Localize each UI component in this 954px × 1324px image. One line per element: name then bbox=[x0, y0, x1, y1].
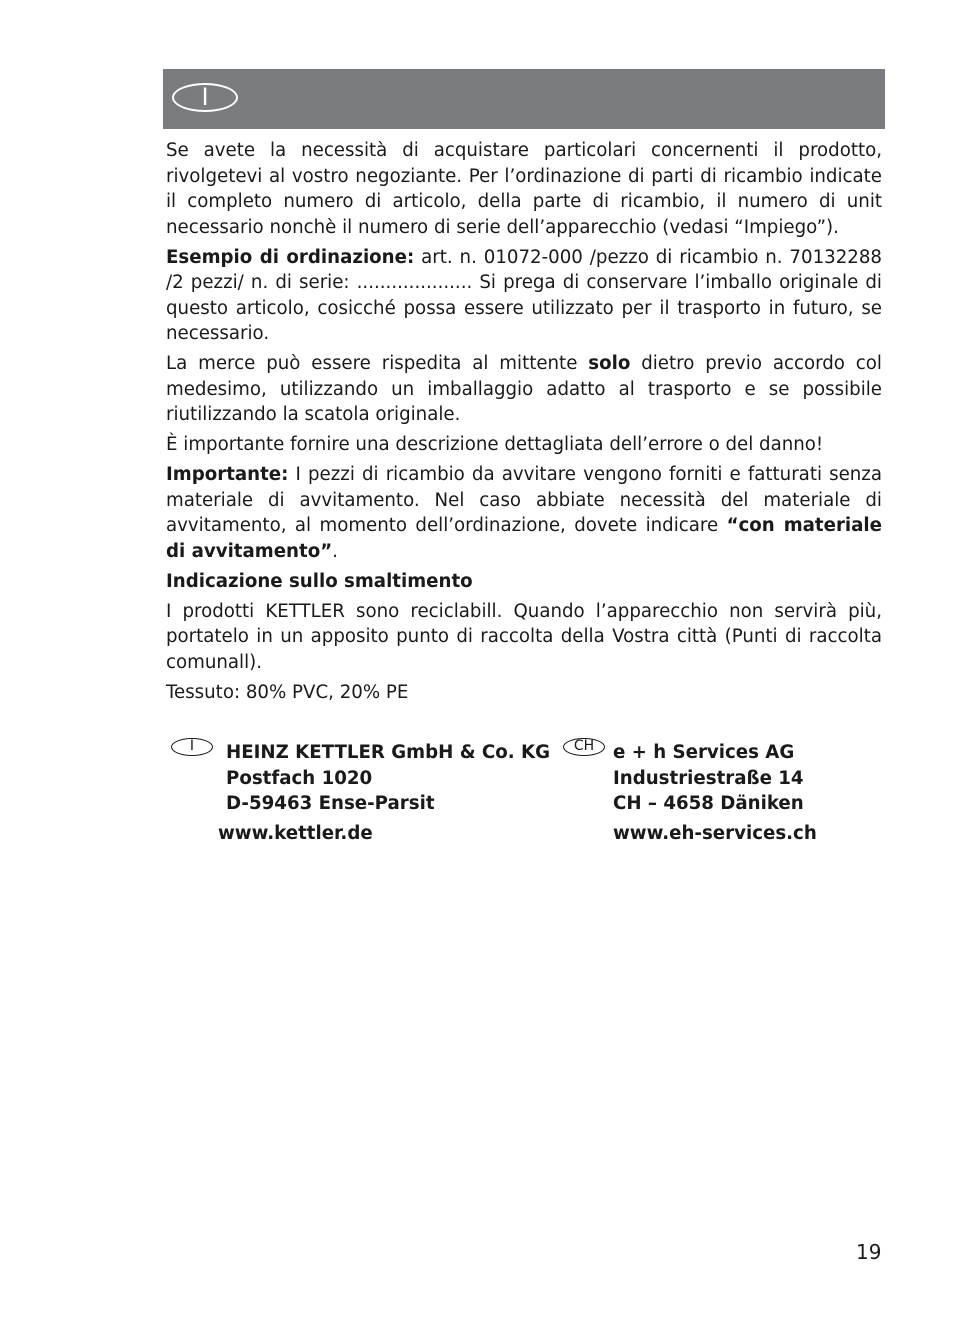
paragraph-fabric: Tessuto: 80% PVC, 20% PE bbox=[166, 681, 409, 703]
paragraph-description-note: È importante fornire una descrizione dettagliata dell’errore o del danno! bbox=[166, 434, 824, 455]
disposal-heading-text: Indicazione sullo smaltimento bbox=[166, 570, 473, 592]
address-eh-services bbox=[613, 740, 804, 817]
disposal-heading bbox=[166, 569, 882, 595]
website-eh-services[interactable]: www.eh-services.ch bbox=[613, 823, 817, 844]
order-example-text: art. n. 01072-000 /pezzo di ricambio n. 70132288 /2 pezzi/ n. di serie: .................... Si prega di conservare l’imballo originale di questo articolo, cosicché possa essere utilizzato per il trasporto in futuro, se necessario. bbox=[166, 246, 883, 344]
important-bold-phrase: “con materiale di avvitamento” bbox=[166, 515, 882, 562]
paragraph-ordering-info: Se avete la necessità di acquistare particolari concernenti il prodotto, rivolgetevi al vostro negoziante. Per l’ordinazione di parti di ricambio indicate il completo numero di articolo, della parte di ricambio, il numero di unit necessario nonchè il numero di serie dell’apparecchio (vedasi “Impiego”). bbox=[166, 140, 882, 238]
order-example-label: Esempio di ordinazione: bbox=[166, 246, 415, 268]
return-bold-word: solo bbox=[588, 353, 631, 374]
important-label: Importante: bbox=[166, 464, 289, 485]
paragraph-return bbox=[166, 351, 882, 428]
country-badge-i: I bbox=[171, 738, 213, 756]
address-eh-city: CH – 4658 Däniken bbox=[613, 793, 804, 814]
address-kettler-company: HEINZ KETTLER GmbH & Co. KG bbox=[226, 742, 551, 763]
return-text-end: dietro previo accordo col medesimo, utilizzando un imballaggio adatto al trasporto e se possibile riutilizzando la scatola originale. bbox=[166, 353, 882, 425]
website-kettler[interactable]: www.kettler.de bbox=[218, 823, 373, 844]
address-eh-company: e + h Services AG bbox=[613, 742, 795, 763]
paragraph-disposal: I prodotti KETTLER sono reciclabill. Quando l’apparecchio non servirà più, portatelo in un apposito punto di raccolta della Vostra città (Punti di raccolta comunall). bbox=[166, 600, 882, 673]
important-text: I pezzi di ricambio da avvitare vengono forniti e fatturati senza materiale di avvitamento. Nel caso abbiate necessità del materiale di avvitamento, al momento dell’ordinazione, dovete indicare bbox=[166, 464, 882, 536]
address-kettler-postbox: Postfach 1020 bbox=[226, 767, 373, 789]
address-eh-street: Industriestraße 14 bbox=[613, 767, 804, 789]
country-badge-ch: CH bbox=[563, 738, 605, 756]
return-text-start: La merce può essere rispedita al mittente bbox=[166, 353, 589, 374]
paragraph-important bbox=[166, 462, 882, 564]
language-badge: I bbox=[172, 83, 238, 112]
language-header-bar bbox=[163, 69, 885, 129]
important-end: . bbox=[332, 540, 338, 562]
page-number: 19 bbox=[856, 1240, 882, 1264]
address-kettler bbox=[226, 740, 550, 817]
paragraph-order-example bbox=[166, 245, 882, 347]
main-content bbox=[166, 138, 882, 710]
address-kettler-city: D-59463 Ense-Parsit bbox=[226, 793, 435, 814]
